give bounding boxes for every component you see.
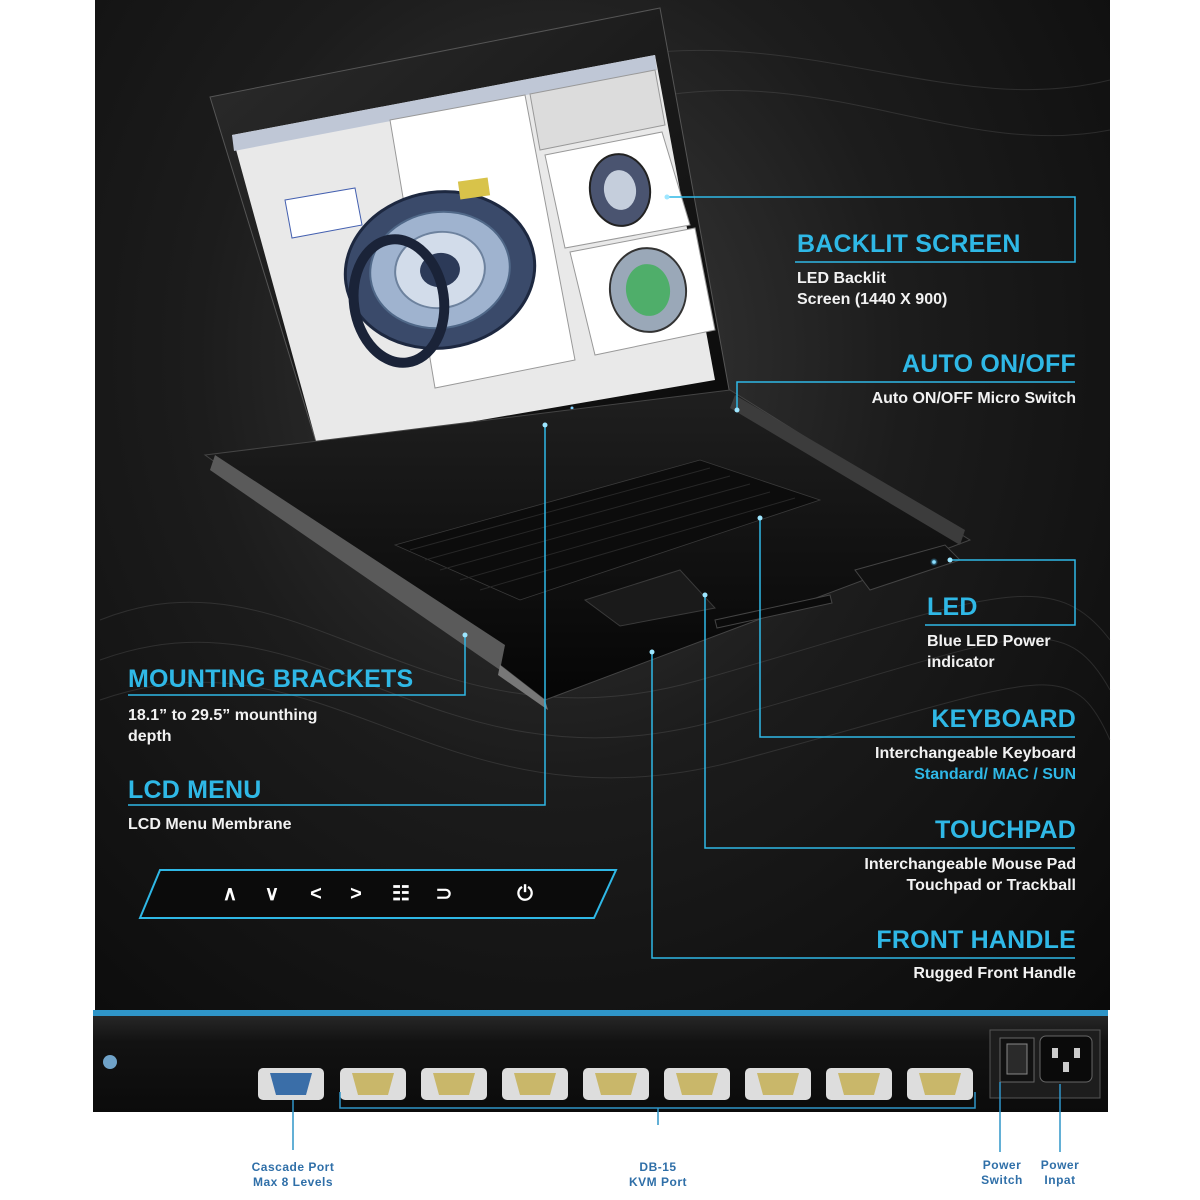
left-arrow-icon[interactable]: < <box>310 883 322 905</box>
power-module <box>990 1030 1100 1098</box>
down-arrow-icon[interactable]: ∨ <box>264 883 280 905</box>
cascade-port-label: Cascade Port Max 8 Levels <box>251 1160 335 1189</box>
keyboard-title: KEYBOARD <box>931 705 1076 733</box>
touchpad-desc-2: Touchpad or Trackball <box>906 877 1076 894</box>
right-arrow-icon[interactable]: > <box>350 883 362 905</box>
backlit-screen-desc: LED Backlit <box>797 270 886 287</box>
front-handle-title: FRONT HANDLE <box>876 926 1076 954</box>
mounting-brackets-title: MOUNTING BRACKETS <box>128 665 414 693</box>
keyboard-desc: Interchangeable Keyboard <box>875 745 1076 762</box>
lcd-menu-title: LCD MENU <box>128 776 262 804</box>
auto-onoff-title: AUTO ON/OFF <box>902 350 1076 378</box>
power-switch-label: Power Switch <box>981 1158 1023 1187</box>
led-desc: Blue LED Power <box>927 633 1051 650</box>
mounting-brackets-desc-2: depth <box>128 728 172 745</box>
kvm-port-label: DB-15 KVM Port <box>629 1160 687 1189</box>
up-arrow-icon[interactable]: ∧ <box>222 883 238 905</box>
back-icon[interactable]: ⊃ <box>435 883 453 905</box>
cascade-port-connector <box>258 1068 324 1100</box>
backlit-screen-title: BACKLIT SCREEN <box>797 230 1021 258</box>
lcd-menu-desc: LCD Menu Membrane <box>128 816 292 833</box>
power-icon[interactable]: ⏻ <box>517 883 533 905</box>
mounting-brackets-desc: 18.1” to 29.5” mounthing <box>128 707 318 724</box>
touchpad-desc: Interchangeable Mouse Pad <box>864 856 1076 873</box>
keyboard-desc-2: Standard/ MAC / SUN <box>914 766 1076 783</box>
led-title: LED <box>927 593 978 621</box>
power-input-label: Power Inpat <box>1040 1158 1080 1187</box>
touchpad-title: TOUCHPAD <box>935 816 1076 844</box>
front-handle-desc: Rugged Front Handle <box>913 965 1076 982</box>
led-desc-2: indicator <box>927 654 995 671</box>
kvm-port-connectors <box>340 1068 973 1100</box>
menu-icon[interactable]: ☷ <box>392 883 410 905</box>
backlit-screen-desc-2: Screen (1440 X 900) <box>797 291 948 308</box>
auto-onoff-desc: Auto ON/OFF Micro Switch <box>871 390 1076 407</box>
